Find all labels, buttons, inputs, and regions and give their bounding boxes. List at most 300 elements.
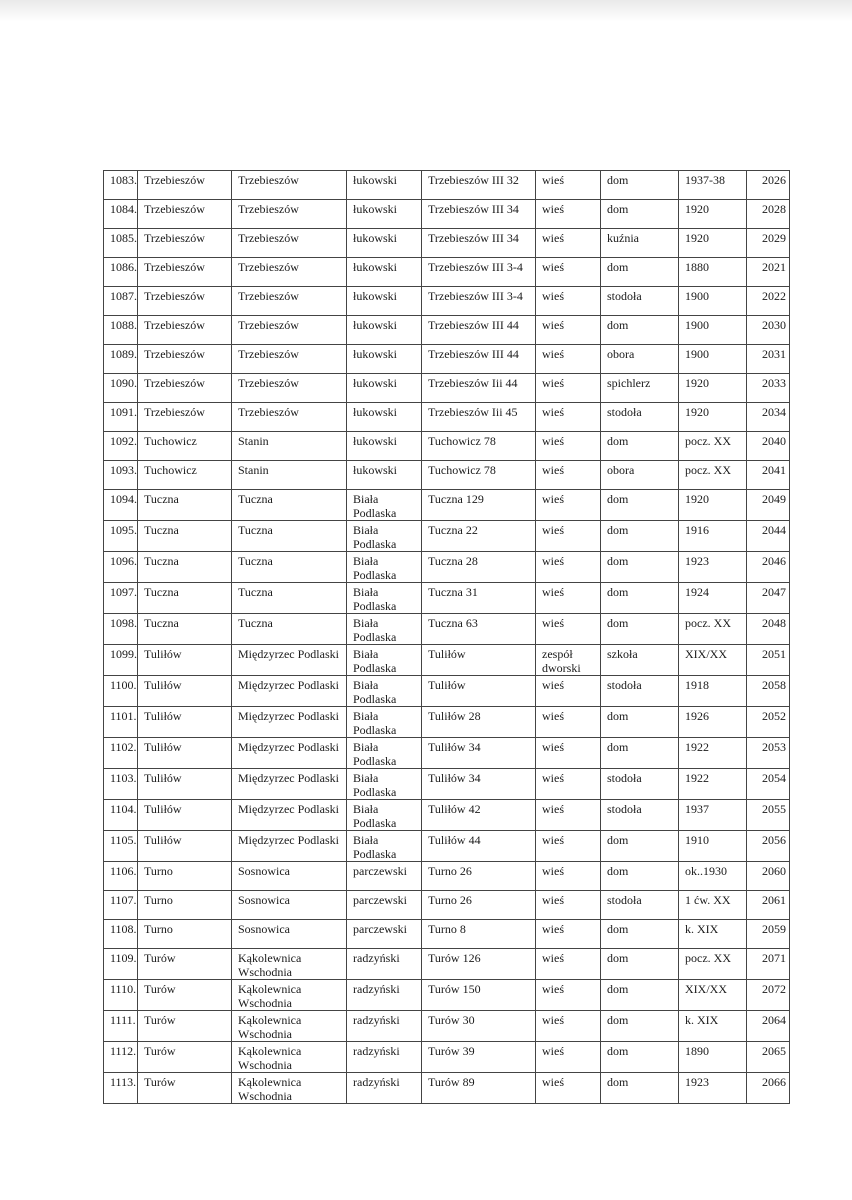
- entry-number-cell: 1096.: [104, 552, 138, 583]
- table-row: [104, 374, 790, 403]
- county-cell: łukowski: [347, 287, 422, 316]
- table-row: [104, 738, 790, 769]
- object-type-cell: dom: [601, 1073, 679, 1104]
- table-row: [104, 1042, 790, 1073]
- county-cell: Biała Podlaska: [347, 552, 422, 583]
- address-cell: Tuliłów 42: [422, 800, 536, 831]
- entry-number-cell: 1099.: [104, 645, 138, 676]
- locality-cell: Turów: [138, 1073, 232, 1104]
- entry-number-cell: 1110.: [104, 980, 138, 1011]
- settlement-type-cell: wieś: [536, 403, 601, 432]
- dating-cell: 1918: [679, 676, 747, 707]
- entry-number-cell: 1097.: [104, 583, 138, 614]
- county-cell: łukowski: [347, 432, 422, 461]
- dating-cell: 1 ćw. XX: [679, 891, 747, 920]
- entry-number-cell: 1092.: [104, 432, 138, 461]
- dating-cell: XIX/XX: [679, 980, 747, 1011]
- locality-cell: Turów: [138, 1042, 232, 1073]
- object-type-cell: dom: [601, 614, 679, 645]
- entry-number-cell: 1108.: [104, 920, 138, 949]
- entry-number-cell: 1085.: [104, 229, 138, 258]
- locality-cell: Tuliłów: [138, 831, 232, 862]
- settlement-type-cell: wieś: [536, 374, 601, 403]
- table-row: [104, 287, 790, 316]
- settlement-type-cell: wieś: [536, 707, 601, 738]
- locality-cell: Trzebieszów: [138, 200, 232, 229]
- table-row: [104, 345, 790, 374]
- dating-cell: 1922: [679, 769, 747, 800]
- object-type-cell: stodoła: [601, 891, 679, 920]
- locality-cell: Tuczna: [138, 490, 232, 521]
- address-cell: Turno 26: [422, 862, 536, 891]
- locality-cell: Turno: [138, 862, 232, 891]
- address-cell: Tuczna 28: [422, 552, 536, 583]
- commune-cell: Tuczna: [232, 614, 347, 645]
- register-code-cell: 2044: [747, 521, 790, 552]
- county-cell: łukowski: [347, 229, 422, 258]
- address-cell: Turów 89: [422, 1073, 536, 1104]
- table-row: [104, 490, 790, 521]
- settlement-type-cell: wieś: [536, 521, 601, 552]
- dating-cell: 1923: [679, 552, 747, 583]
- settlement-type-cell: wieś: [536, 920, 601, 949]
- object-type-cell: dom: [601, 490, 679, 521]
- commune-cell: Trzebieszów: [232, 374, 347, 403]
- commune-cell: Sosnowica: [232, 862, 347, 891]
- object-type-cell: dom: [601, 583, 679, 614]
- object-type-cell: dom: [601, 1042, 679, 1073]
- locality-cell: Trzebieszów: [138, 258, 232, 287]
- commune-cell: Tuczna: [232, 521, 347, 552]
- commune-cell: Trzebieszów: [232, 258, 347, 287]
- register-code-cell: 2065: [747, 1042, 790, 1073]
- entry-number-cell: 1094.: [104, 490, 138, 521]
- dating-cell: 1900: [679, 316, 747, 345]
- table-row: [104, 229, 790, 258]
- dating-cell: 1900: [679, 345, 747, 374]
- object-type-cell: dom: [601, 980, 679, 1011]
- register-code-cell: 2064: [747, 1011, 790, 1042]
- locality-cell: Turno: [138, 920, 232, 949]
- register-code-cell: 2060: [747, 862, 790, 891]
- settlement-type-cell: wieś: [536, 980, 601, 1011]
- county-cell: Biała Podlaska: [347, 769, 422, 800]
- table-row: [104, 831, 790, 862]
- table-row: [104, 461, 790, 490]
- settlement-type-cell: wieś: [536, 345, 601, 374]
- entry-number-cell: 1112.: [104, 1042, 138, 1073]
- address-cell: Trzebieszów III 3-4: [422, 258, 536, 287]
- scan-top-shadow: [0, 0, 852, 22]
- county-cell: łukowski: [347, 171, 422, 200]
- register-code-cell: 2046: [747, 552, 790, 583]
- entry-number-cell: 1105.: [104, 831, 138, 862]
- commune-cell: Sosnowica: [232, 920, 347, 949]
- register-code-cell: 2071: [747, 949, 790, 980]
- dating-cell: 1920: [679, 403, 747, 432]
- entry-number-cell: 1083.: [104, 171, 138, 200]
- object-type-cell: stodoła: [601, 800, 679, 831]
- register-code-cell: 2028: [747, 200, 790, 229]
- object-type-cell: dom: [601, 862, 679, 891]
- address-cell: Tuliłów 34: [422, 769, 536, 800]
- dating-cell: pocz. XX: [679, 461, 747, 490]
- table-row: [104, 1011, 790, 1042]
- table-row: [104, 1073, 790, 1104]
- settlement-type-cell: wieś: [536, 1073, 601, 1104]
- dating-cell: pocz. XX: [679, 614, 747, 645]
- locality-cell: Tuliłów: [138, 645, 232, 676]
- register-code-cell: 2026: [747, 171, 790, 200]
- locality-cell: Trzebieszów: [138, 287, 232, 316]
- locality-cell: Turów: [138, 1011, 232, 1042]
- locality-cell: Trzebieszów: [138, 345, 232, 374]
- object-type-cell: dom: [601, 831, 679, 862]
- dating-cell: 1937-38: [679, 171, 747, 200]
- county-cell: radzyński: [347, 980, 422, 1011]
- address-cell: Trzebieszów Iii 45: [422, 403, 536, 432]
- dating-cell: pocz. XX: [679, 432, 747, 461]
- commune-cell: Sosnowica: [232, 891, 347, 920]
- address-cell: Tuliłów: [422, 645, 536, 676]
- address-cell: Turno 8: [422, 920, 536, 949]
- county-cell: Biała Podlaska: [347, 676, 422, 707]
- commune-cell: Trzebieszów: [232, 345, 347, 374]
- dating-cell: pocz. XX: [679, 949, 747, 980]
- locality-cell: Tuczna: [138, 552, 232, 583]
- object-type-cell: obora: [601, 461, 679, 490]
- object-type-cell: spichlerz: [601, 374, 679, 403]
- entry-number-cell: 1091.: [104, 403, 138, 432]
- entry-number-cell: 1084.: [104, 200, 138, 229]
- county-cell: parczewski: [347, 862, 422, 891]
- register-code-cell: 2052: [747, 707, 790, 738]
- object-type-cell: dom: [601, 707, 679, 738]
- table-row: [104, 707, 790, 738]
- locality-cell: Tuliłów: [138, 738, 232, 769]
- address-cell: Trzebieszów III 44: [422, 316, 536, 345]
- table-row: [104, 316, 790, 345]
- locality-cell: Trzebieszów: [138, 374, 232, 403]
- county-cell: łukowski: [347, 258, 422, 287]
- table-row: [104, 583, 790, 614]
- county-cell: Biała Podlaska: [347, 831, 422, 862]
- locality-cell: Tuczna: [138, 614, 232, 645]
- dating-cell: ok..1930: [679, 862, 747, 891]
- entry-number-cell: 1104.: [104, 800, 138, 831]
- table-row: [104, 552, 790, 583]
- county-cell: parczewski: [347, 920, 422, 949]
- commune-cell: Tuczna: [232, 490, 347, 521]
- commune-cell: Trzebieszów: [232, 316, 347, 345]
- object-type-cell: stodoła: [601, 769, 679, 800]
- object-type-cell: dom: [601, 171, 679, 200]
- commune-cell: Stanin: [232, 461, 347, 490]
- address-cell: Trzebieszów III 44: [422, 345, 536, 374]
- commune-cell: Trzebieszów: [232, 171, 347, 200]
- settlement-type-cell: wieś: [536, 769, 601, 800]
- settlement-type-cell: wieś: [536, 461, 601, 490]
- table-row: [104, 949, 790, 980]
- table-row: [104, 862, 790, 891]
- register-code-cell: 2021: [747, 258, 790, 287]
- commune-cell: Kąkolewnica Wschodnia: [232, 949, 347, 980]
- table-row: [104, 521, 790, 552]
- locality-cell: Tuczna: [138, 521, 232, 552]
- settlement-type-cell: wieś: [536, 862, 601, 891]
- register-code-cell: 2048: [747, 614, 790, 645]
- entry-number-cell: 1089.: [104, 345, 138, 374]
- table-row: [104, 200, 790, 229]
- county-cell: łukowski: [347, 403, 422, 432]
- entry-number-cell: 1103.: [104, 769, 138, 800]
- settlement-type-cell: wieś: [536, 891, 601, 920]
- county-cell: Biała Podlaska: [347, 645, 422, 676]
- object-type-cell: dom: [601, 521, 679, 552]
- object-type-cell: dom: [601, 949, 679, 980]
- object-type-cell: dom: [601, 258, 679, 287]
- entry-number-cell: 1109.: [104, 949, 138, 980]
- county-cell: radzyński: [347, 1042, 422, 1073]
- table-row: [104, 403, 790, 432]
- commune-cell: Trzebieszów: [232, 403, 347, 432]
- dating-cell: 1920: [679, 490, 747, 521]
- dating-cell: 1920: [679, 229, 747, 258]
- settlement-type-cell: wieś: [536, 949, 601, 980]
- settlement-type-cell: wieś: [536, 583, 601, 614]
- commune-cell: Międzyrzec Podlaski: [232, 645, 347, 676]
- address-cell: Trzebieszów III 32: [422, 171, 536, 200]
- address-cell: Tuliłów 34: [422, 738, 536, 769]
- settlement-type-cell: wieś: [536, 738, 601, 769]
- table-row: [104, 980, 790, 1011]
- county-cell: łukowski: [347, 345, 422, 374]
- commune-cell: Trzebieszów: [232, 200, 347, 229]
- table-row: [104, 800, 790, 831]
- register-body: [104, 171, 790, 1104]
- commune-cell: Kąkolewnica Wschodnia: [232, 1073, 347, 1104]
- table-row: [104, 891, 790, 920]
- address-cell: Tuliłów 44: [422, 831, 536, 862]
- object-type-cell: stodoła: [601, 287, 679, 316]
- dating-cell: 1880: [679, 258, 747, 287]
- settlement-type-cell: wieś: [536, 200, 601, 229]
- address-cell: Tuczna 22: [422, 521, 536, 552]
- register-code-cell: 2029: [747, 229, 790, 258]
- locality-cell: Turno: [138, 891, 232, 920]
- entry-number-cell: 1090.: [104, 374, 138, 403]
- commune-cell: Międzyrzec Podlaski: [232, 676, 347, 707]
- county-cell: parczewski: [347, 891, 422, 920]
- object-type-cell: dom: [601, 432, 679, 461]
- register-code-cell: 2055: [747, 800, 790, 831]
- commune-cell: Międzyrzec Podlaski: [232, 831, 347, 862]
- commune-cell: Międzyrzec Podlaski: [232, 707, 347, 738]
- address-cell: Turno 26: [422, 891, 536, 920]
- commune-cell: Tuczna: [232, 583, 347, 614]
- table-row: [104, 769, 790, 800]
- county-cell: Biała Podlaska: [347, 707, 422, 738]
- county-cell: łukowski: [347, 374, 422, 403]
- entry-number-cell: 1102.: [104, 738, 138, 769]
- county-cell: Biała Podlaska: [347, 583, 422, 614]
- dating-cell: 1900: [679, 287, 747, 316]
- register-code-cell: 2030: [747, 316, 790, 345]
- object-type-cell: stodoła: [601, 403, 679, 432]
- county-cell: Biała Podlaska: [347, 614, 422, 645]
- county-cell: radzyński: [347, 949, 422, 980]
- entry-number-cell: 1100.: [104, 676, 138, 707]
- dating-cell: 1920: [679, 374, 747, 403]
- register-code-cell: 2059: [747, 920, 790, 949]
- county-cell: łukowski: [347, 461, 422, 490]
- dating-cell: XIX/XX: [679, 645, 747, 676]
- settlement-type-cell: wieś: [536, 171, 601, 200]
- settlement-type-cell: zespół dworski: [536, 645, 601, 676]
- address-cell: Tuchowicz 78: [422, 461, 536, 490]
- locality-cell: Tuliłów: [138, 707, 232, 738]
- register-code-cell: 2056: [747, 831, 790, 862]
- address-cell: Trzebieszów Iii 44: [422, 374, 536, 403]
- monument-register-table: [103, 170, 790, 1104]
- entry-number-cell: 1088.: [104, 316, 138, 345]
- entry-number-cell: 1095.: [104, 521, 138, 552]
- commune-cell: Kąkolewnica Wschodnia: [232, 1042, 347, 1073]
- locality-cell: Tuliłów: [138, 676, 232, 707]
- county-cell: Biała Podlaska: [347, 800, 422, 831]
- dating-cell: k. XIX: [679, 1011, 747, 1042]
- commune-cell: Kąkolewnica Wschodnia: [232, 980, 347, 1011]
- entry-number-cell: 1087.: [104, 287, 138, 316]
- locality-cell: Tuliłów: [138, 769, 232, 800]
- county-cell: Biała Podlaska: [347, 521, 422, 552]
- table-row: [104, 258, 790, 287]
- dating-cell: 1910: [679, 831, 747, 862]
- address-cell: Tuliłów 28: [422, 707, 536, 738]
- county-cell: łukowski: [347, 200, 422, 229]
- register-code-cell: 2066: [747, 1073, 790, 1104]
- address-cell: Tuczna 129: [422, 490, 536, 521]
- register-code-cell: 2054: [747, 769, 790, 800]
- locality-cell: Turów: [138, 980, 232, 1011]
- county-cell: łukowski: [347, 316, 422, 345]
- county-cell: radzyński: [347, 1073, 422, 1104]
- table-row: [104, 171, 790, 200]
- commune-cell: Międzyrzec Podlaski: [232, 738, 347, 769]
- commune-cell: Trzebieszów: [232, 287, 347, 316]
- object-type-cell: dom: [601, 1011, 679, 1042]
- locality-cell: Trzebieszów: [138, 171, 232, 200]
- settlement-type-cell: wieś: [536, 229, 601, 258]
- entry-number-cell: 1113.: [104, 1073, 138, 1104]
- dating-cell: 1916: [679, 521, 747, 552]
- entry-number-cell: 1107.: [104, 891, 138, 920]
- locality-cell: Trzebieszów: [138, 229, 232, 258]
- object-type-cell: stodoła: [601, 676, 679, 707]
- dating-cell: 1920: [679, 200, 747, 229]
- register-code-cell: 2031: [747, 345, 790, 374]
- register-code-cell: 2033: [747, 374, 790, 403]
- entry-number-cell: 1098.: [104, 614, 138, 645]
- register-code-cell: 2041: [747, 461, 790, 490]
- dating-cell: 1890: [679, 1042, 747, 1073]
- commune-cell: Stanin: [232, 432, 347, 461]
- dating-cell: 1922: [679, 738, 747, 769]
- address-cell: Turów 30: [422, 1011, 536, 1042]
- address-cell: Turów 39: [422, 1042, 536, 1073]
- register-code-cell: 2034: [747, 403, 790, 432]
- settlement-type-cell: wieś: [536, 800, 601, 831]
- register-code-cell: 2053: [747, 738, 790, 769]
- locality-cell: Trzebieszów: [138, 403, 232, 432]
- dating-cell: 1937: [679, 800, 747, 831]
- settlement-type-cell: wieś: [536, 490, 601, 521]
- object-type-cell: dom: [601, 920, 679, 949]
- table-row: [104, 676, 790, 707]
- county-cell: Biała Podlaska: [347, 738, 422, 769]
- settlement-type-cell: wieś: [536, 432, 601, 461]
- commune-cell: Międzyrzec Podlaski: [232, 769, 347, 800]
- commune-cell: Tuczna: [232, 552, 347, 583]
- address-cell: Trzebieszów III 34: [422, 229, 536, 258]
- locality-cell: Turów: [138, 949, 232, 980]
- settlement-type-cell: wieś: [536, 287, 601, 316]
- address-cell: Tuchowicz 78: [422, 432, 536, 461]
- settlement-type-cell: wieś: [536, 676, 601, 707]
- entry-number-cell: 1086.: [104, 258, 138, 287]
- register-code-cell: 2072: [747, 980, 790, 1011]
- county-cell: Biała Podlaska: [347, 490, 422, 521]
- entry-number-cell: 1101.: [104, 707, 138, 738]
- settlement-type-cell: wieś: [536, 552, 601, 583]
- address-cell: Tuczna 63: [422, 614, 536, 645]
- dating-cell: k. XIX: [679, 920, 747, 949]
- locality-cell: Tuchowicz: [138, 461, 232, 490]
- address-cell: Turów 150: [422, 980, 536, 1011]
- commune-cell: Trzebieszów: [232, 229, 347, 258]
- table-row: [104, 614, 790, 645]
- dating-cell: 1924: [679, 583, 747, 614]
- table-row: [104, 432, 790, 461]
- register-code-cell: 2040: [747, 432, 790, 461]
- commune-cell: Międzyrzec Podlaski: [232, 800, 347, 831]
- dating-cell: 1923: [679, 1073, 747, 1104]
- locality-cell: Tuchowicz: [138, 432, 232, 461]
- register-code-cell: 2022: [747, 287, 790, 316]
- object-type-cell: dom: [601, 738, 679, 769]
- locality-cell: Trzebieszów: [138, 316, 232, 345]
- object-type-cell: obora: [601, 345, 679, 374]
- entry-number-cell: 1111.: [104, 1011, 138, 1042]
- county-cell: radzyński: [347, 1011, 422, 1042]
- register-code-cell: 2061: [747, 891, 790, 920]
- settlement-type-cell: wieś: [536, 614, 601, 645]
- settlement-type-cell: wieś: [536, 831, 601, 862]
- commune-cell: Kąkolewnica Wschodnia: [232, 1011, 347, 1042]
- entry-number-cell: 1106.: [104, 862, 138, 891]
- settlement-type-cell: wieś: [536, 1011, 601, 1042]
- object-type-cell: szkoła: [601, 645, 679, 676]
- table-row: [104, 920, 790, 949]
- dating-cell: 1926: [679, 707, 747, 738]
- object-type-cell: dom: [601, 316, 679, 345]
- settlement-type-cell: wieś: [536, 316, 601, 345]
- register-code-cell: 2058: [747, 676, 790, 707]
- object-type-cell: kuźnia: [601, 229, 679, 258]
- locality-cell: Tuliłów: [138, 800, 232, 831]
- locality-cell: Tuczna: [138, 583, 232, 614]
- settlement-type-cell: wieś: [536, 1042, 601, 1073]
